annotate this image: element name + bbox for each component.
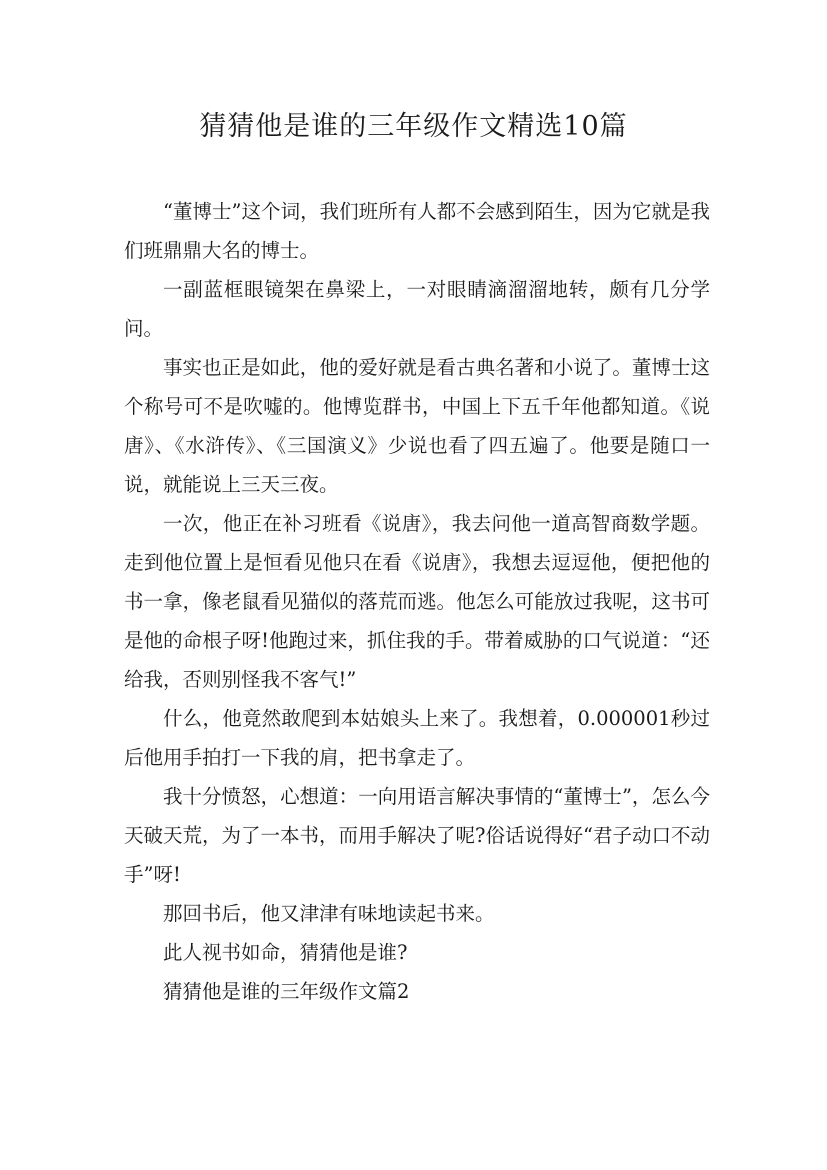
paragraph: 什么，他竟然敢爬到本姑娘头上来了。我想着，0.000001秒过后他用手拍打一下我的肩，把书拿走了。 (124, 707, 710, 769)
paragraph: 那回书后，他又津津有味地读起书来。 (163, 902, 495, 925)
paragraph: “董博士”这个词，我们班所有人都不会感到陌生，因为它就是我们班鼎鼎大名的博士。 (124, 200, 710, 262)
document-title: 猜猜他是谁的三年级作文精选10篇 (199, 111, 628, 142)
paragraph: 一次，他正在补习班看《说唐》，我去问他一道高智商数学题。走到他位置上是恒看见他只在看《说唐》，我想去逗逗他，便把他的书一拿，像老鼠看见猫似的落荒而逃。他怎么可能放过我呢，这书可是他的命根子呀!他跑过来，抓住我的手。带着威胁的口气说道：“还给我，否则别怪我不客气!” (124, 512, 710, 691)
document-body (124, 192, 710, 1011)
paragraph: 一副蓝框眼镜架在鼻梁上，一对眼睛滴溜溜地转，颇有几分学问。 (124, 278, 710, 340)
section-heading: 猜猜他是谁的三年级作文篇2 (163, 980, 410, 1003)
paragraph: 事实也正是如此，他的爱好就是看古典名著和小说了。董博士这个称号可不是吹嘘的。他博览群书，中国上下五千年他都知道。《说唐》、《水浒传》、《三国演义》少说也看了四五遍了。他要是随口一说，就能说上三天三夜。 (124, 356, 710, 496)
paragraph: 我十分愤怒，心想道：一向用语言解决事情的“董博士”，怎么今天破天荒，为了一本书，而用手解决了呢?俗话说得好“君子动口不动手”呀! (124, 785, 710, 886)
paragraph: 此人视书如命，猜猜他是谁? (163, 941, 408, 964)
